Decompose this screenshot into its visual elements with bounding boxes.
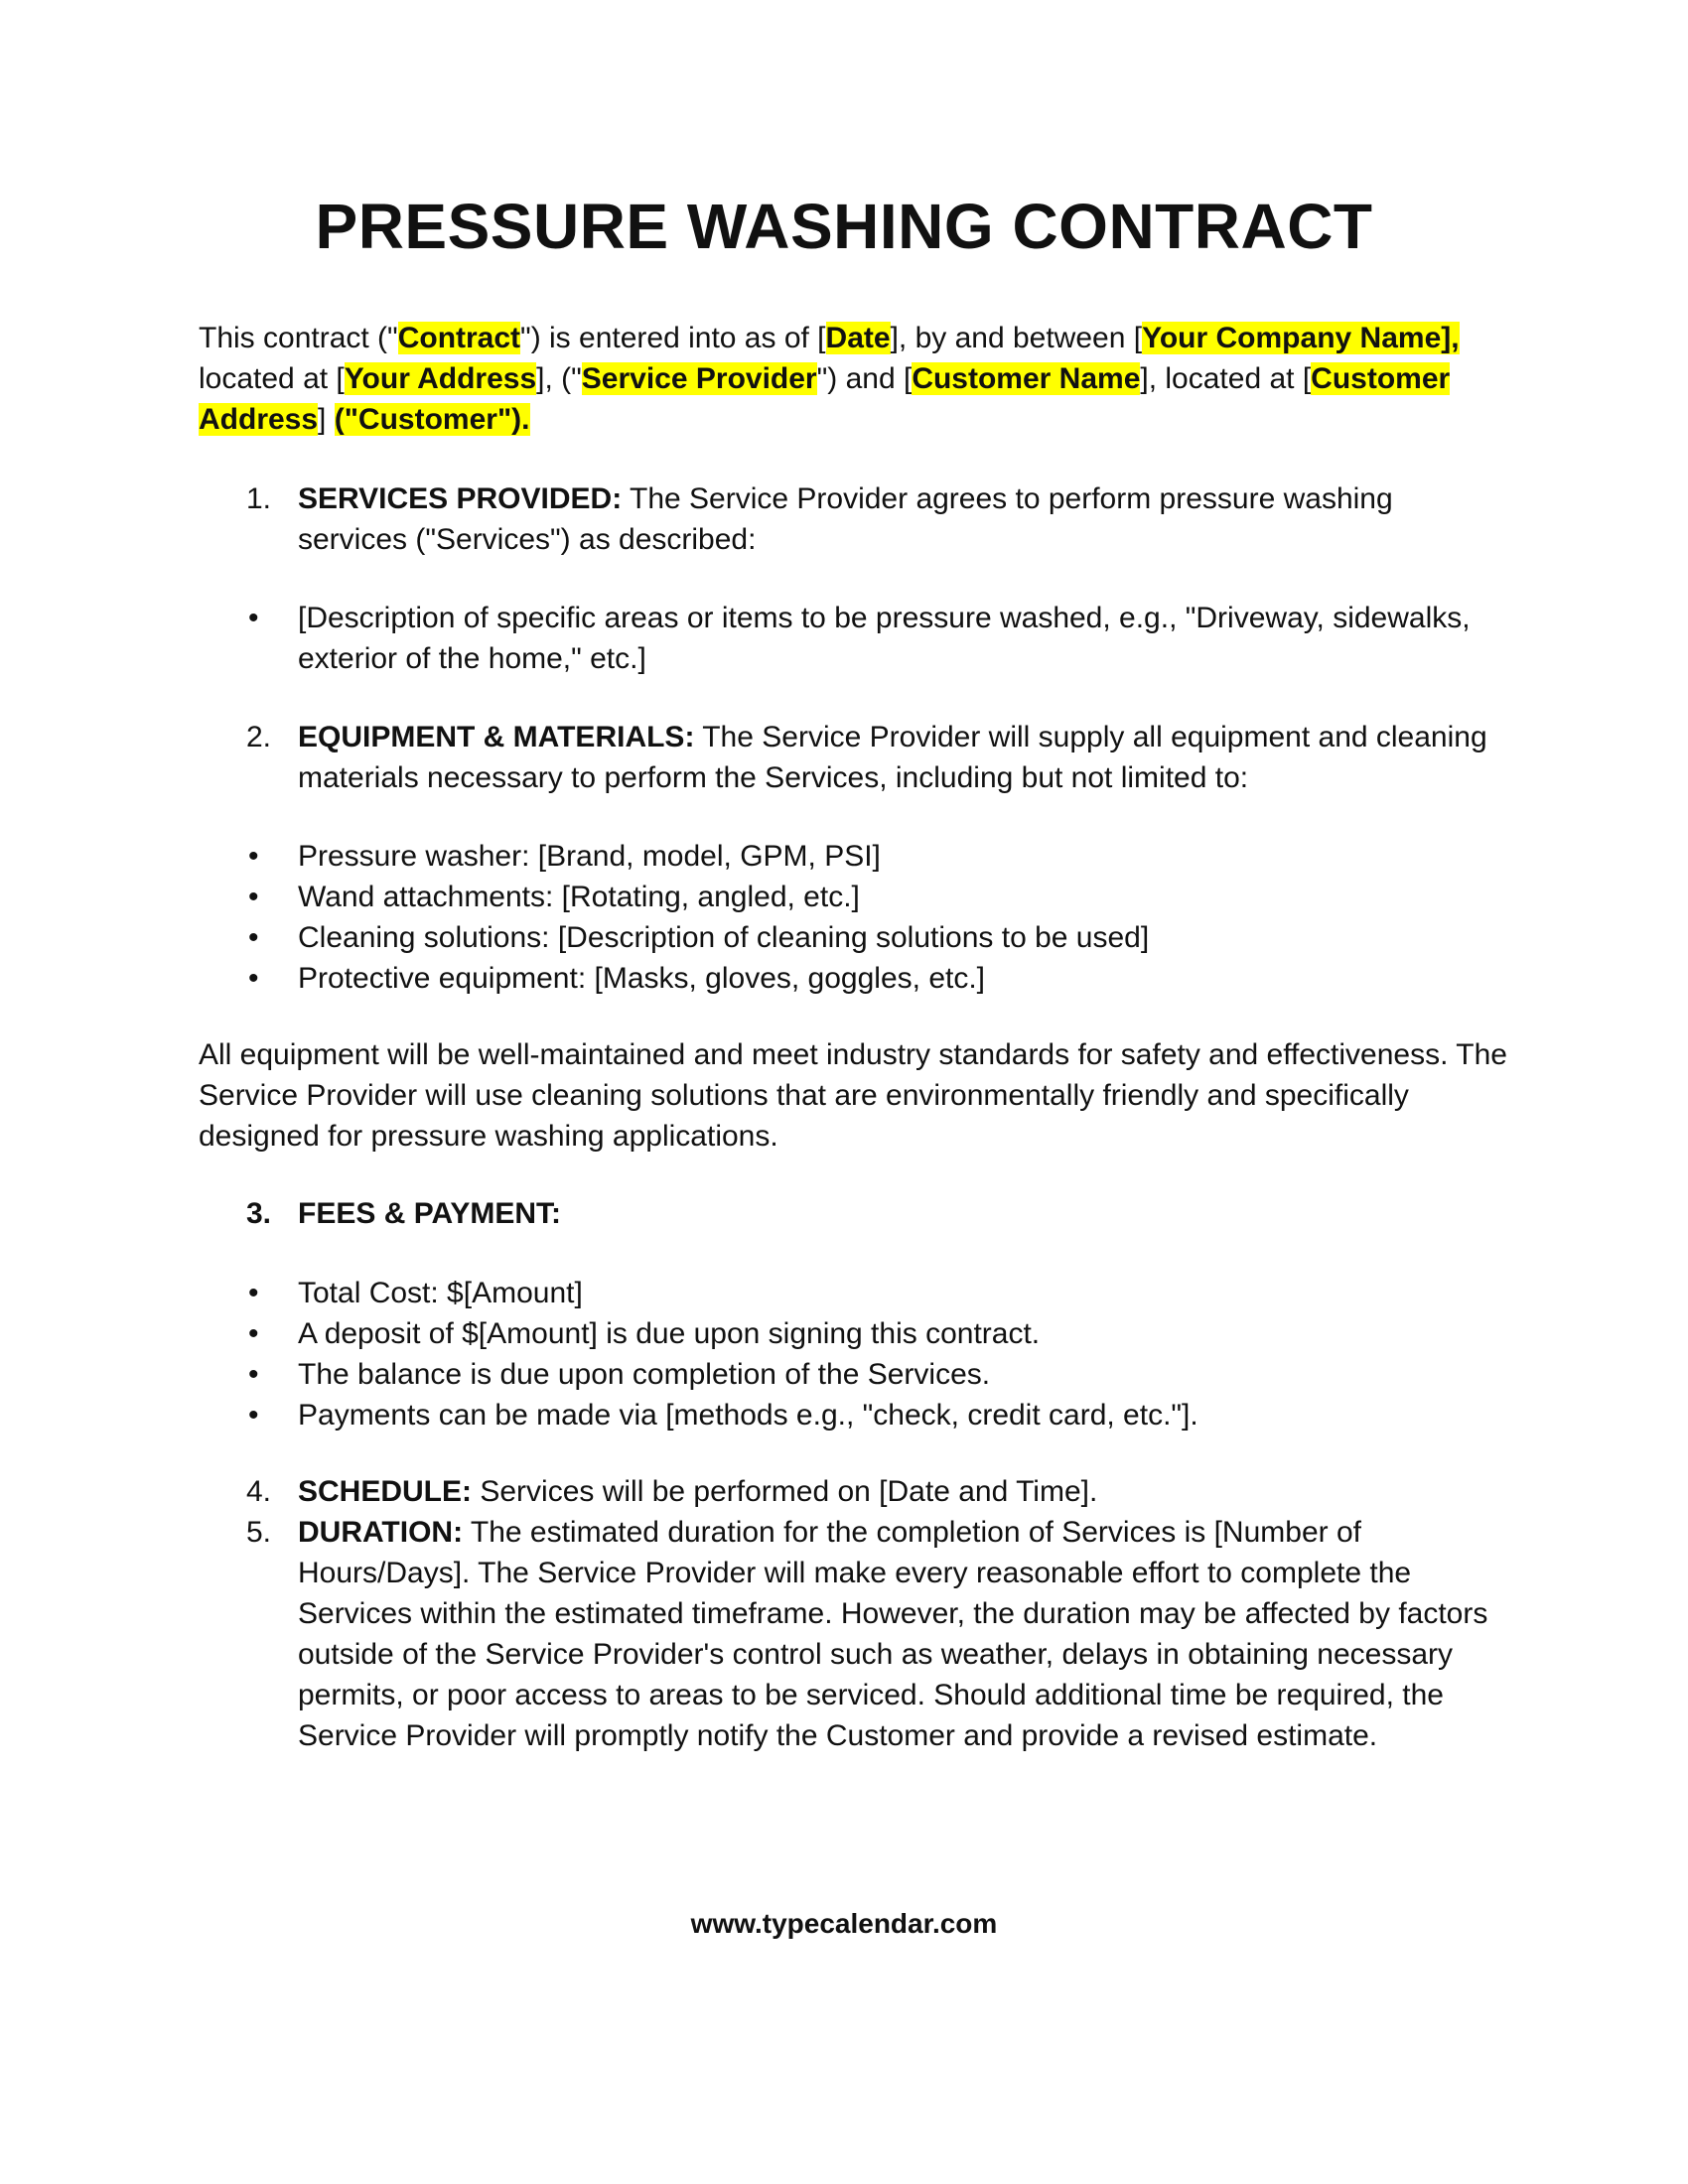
list-item-text: Payments can be made via [methods e.g., "check, credit card, etc."]. <box>298 1399 1198 1432</box>
bullet-icon: • <box>248 1358 259 1391</box>
placeholder-service-provider: Service Provider <box>581 362 817 395</box>
intro-text: ], by and between [ <box>890 322 1143 354</box>
section-heading: FEES & PAYMENT: <box>298 1197 562 1230</box>
fees-bullet-list <box>199 1273 1509 1435</box>
item-number: 2. <box>246 721 272 753</box>
bullet-icon: • <box>248 881 259 913</box>
item-number: 4. <box>246 1475 272 1508</box>
list-item-text: A deposit of $[Amount] is due upon signing this contract. <box>298 1317 1041 1350</box>
numbered-item-duration <box>199 1512 1509 1756</box>
section-heading: EQUIPMENT & MATERIALS: <box>298 721 695 753</box>
intro-text: located at [ <box>199 362 345 395</box>
intro-paragraph <box>199 318 1509 440</box>
item-number: 5. <box>246 1516 272 1549</box>
list-item-text: Total Cost: $[Amount] <box>298 1277 583 1309</box>
placeholder-date: Date <box>825 322 891 354</box>
list-item <box>199 1395 1509 1435</box>
intro-text: ") is entered into as of [ <box>520 322 826 354</box>
list-item-text: The balance is due upon completion of the Services. <box>298 1358 991 1391</box>
sections-schedule-duration <box>199 1471 1509 1756</box>
intro-text: ], (" <box>536 362 582 395</box>
intro-text: ], located at [ <box>1140 362 1312 395</box>
numbered-item <box>199 478 1509 560</box>
list-item-text: Protective equipment: [Masks, gloves, goggles, etc.] <box>298 962 986 995</box>
section-text: The Service Provider will supply all equipment and cleaning materials necessary to perform the Services, including but not limited to: <box>298 721 1487 794</box>
section-fees-payment <box>199 1193 1509 1234</box>
list-item <box>199 1354 1509 1395</box>
bullet-icon: • <box>248 962 259 995</box>
equipment-paragraph: All equipment will be well-maintained and meet industry standards for safety and effectiveness. The Service Provider will use cleaning solutions that are environmentally friendly and specifically designed for pressure washing applications. <box>199 1038 1507 1153</box>
bullet-icon: • <box>248 921 259 954</box>
footer-website: www.typecalendar.com <box>690 1908 998 1939</box>
numbered-item <box>199 1193 1509 1234</box>
equipment-bullet-list <box>199 836 1509 999</box>
document-title: PRESSURE WASHING CONTRACT <box>315 191 1373 262</box>
placeholder-customer-name: Customer Name <box>912 362 1141 395</box>
list-item-text: Pressure washer: [Brand, model, GPM, PSI] <box>298 840 881 873</box>
bullet-icon: • <box>248 602 259 634</box>
services-bullet-list <box>199 598 1509 679</box>
bullet-icon: • <box>248 1277 259 1309</box>
numbered-item <box>199 717 1509 798</box>
list-item-text: [Description of specific areas or items to be pressure washed, e.g., "Driveway, sidewalks, exterior of the home," etc.] <box>298 602 1471 675</box>
list-item <box>199 917 1509 958</box>
list-item <box>199 1313 1509 1354</box>
item-number: 3. <box>246 1197 272 1230</box>
section-heading: SERVICES PROVIDED: <box>298 482 623 515</box>
placeholder-company-name: Your Company Name], <box>1142 322 1460 354</box>
section-text: The Service Provider agrees to perform pressure washing services ("Services") as described: <box>298 482 1393 556</box>
list-item <box>199 877 1509 917</box>
list-item <box>199 958 1509 999</box>
bullet-icon: • <box>248 840 259 873</box>
item-number: 1. <box>246 482 272 515</box>
placeholder-contract: Contract <box>397 322 521 354</box>
placeholder-customer-tag: ("Customer"). <box>334 403 530 436</box>
bullet-icon: • <box>248 1317 259 1350</box>
list-item <box>199 836 1509 877</box>
placeholder-your-address: Your Address <box>344 362 537 395</box>
section-services-provided <box>199 478 1509 560</box>
intro-text: ") and [ <box>816 362 913 395</box>
section-heading: DURATION: <box>298 1516 464 1549</box>
numbered-item-schedule <box>199 1471 1509 1512</box>
list-item <box>199 598 1509 679</box>
placeholder-customer-address: Customer Address <box>199 362 1451 436</box>
section-heading: SCHEDULE: <box>298 1475 473 1508</box>
list-item <box>199 1273 1509 1313</box>
intro-text: ] <box>318 403 335 436</box>
section-text: Services will be performed on [Date and Time]. <box>472 1475 1098 1508</box>
section-equipment-materials <box>199 717 1509 798</box>
list-item-text: Wand attachments: [Rotating, angled, etc.] <box>298 881 860 913</box>
section-text: The estimated duration for the completion of Services is [Number of Hours/Days]. The Service Provider will make every reasonable effort to complete the Services within the estimated timeframe. However, the duration may be affected by factors outside of the Service Provider's control such as weather, delays in obtaining necessary permits, or poor access to areas to be serviced. Should additional time be required, the Service Provider will promptly notify the Customer and provide a revised estimate. <box>298 1516 1488 1752</box>
intro-text: This contract (" <box>199 322 398 354</box>
list-item-text: Cleaning solutions: [Description of cleaning solutions to be used] <box>298 921 1150 954</box>
bullet-icon: • <box>248 1399 259 1432</box>
